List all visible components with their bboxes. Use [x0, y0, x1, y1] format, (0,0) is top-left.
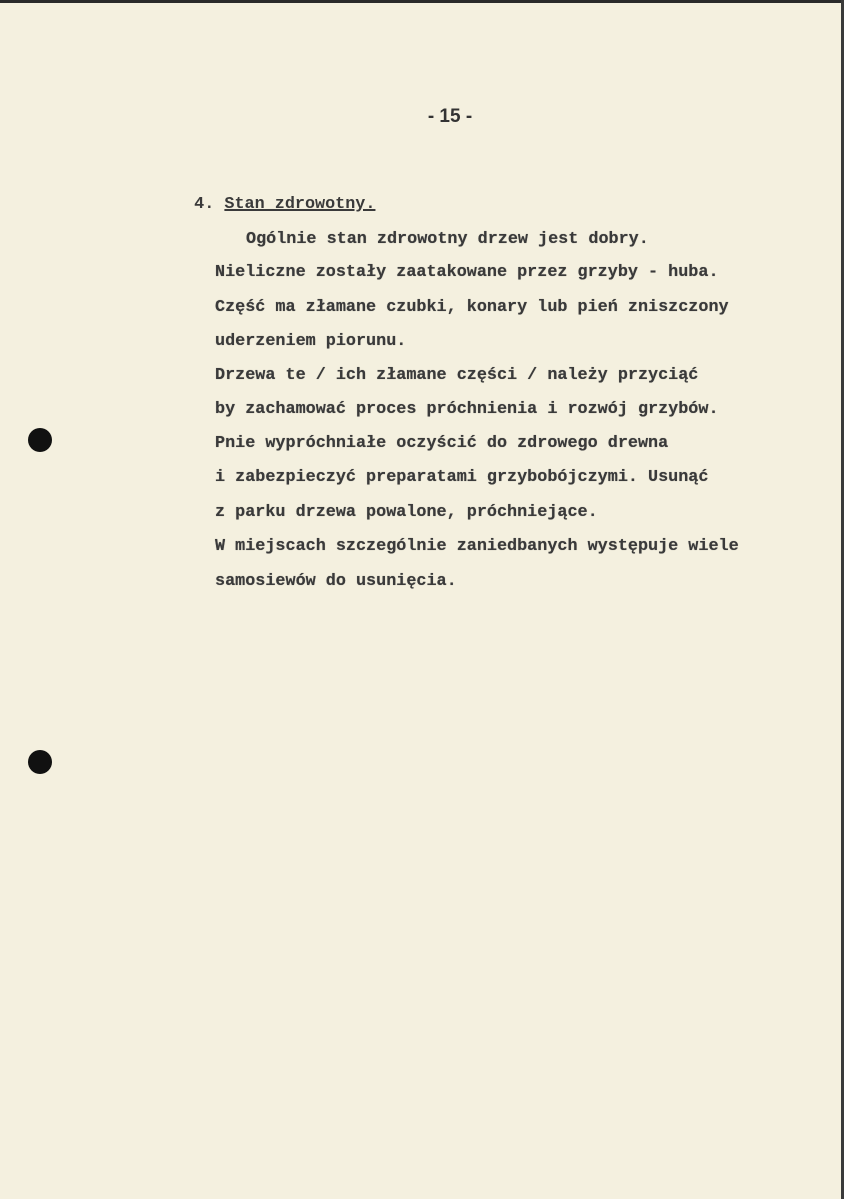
text-line: Pnie wypróchniałe oczyścić do zdrowego drewna — [215, 434, 669, 453]
text-line: W miejscach szczególnie zaniedbanych występuje wiele — [215, 537, 739, 556]
text-line: by zachamować proces próchnienia i rozwój grzybów. — [215, 400, 719, 419]
text-line: z parku drzewa powalone, próchniejące. — [215, 503, 598, 522]
section-number: 4. — [194, 195, 215, 214]
text-line: Ogólnie stan zdrowotny drzew jest dobry. — [246, 230, 649, 249]
section-title: Stan zdrowotny. — [224, 195, 376, 214]
text-line: Nieliczne zostały zaatakowane przez grzyby - huba. — [215, 263, 719, 282]
text-line: i zabezpieczyć preparatami grzybobójczymi. Usunąć — [215, 468, 709, 487]
text-line: Drzewa te / ich złamane części / należy przyciąć — [215, 366, 699, 385]
text-line: uderzeniem piorunu. — [215, 332, 407, 351]
page-number: - 15 - — [427, 106, 473, 127]
text-line: Część ma złamane czubki, konary lub pień zniszczony — [215, 298, 729, 317]
text-line: samosiewów do usunięcia. — [215, 572, 457, 591]
punch-hole — [28, 750, 52, 774]
punch-hole — [28, 428, 52, 452]
section-heading — [174, 176, 375, 214]
page-edge-top — [0, 0, 844, 3]
